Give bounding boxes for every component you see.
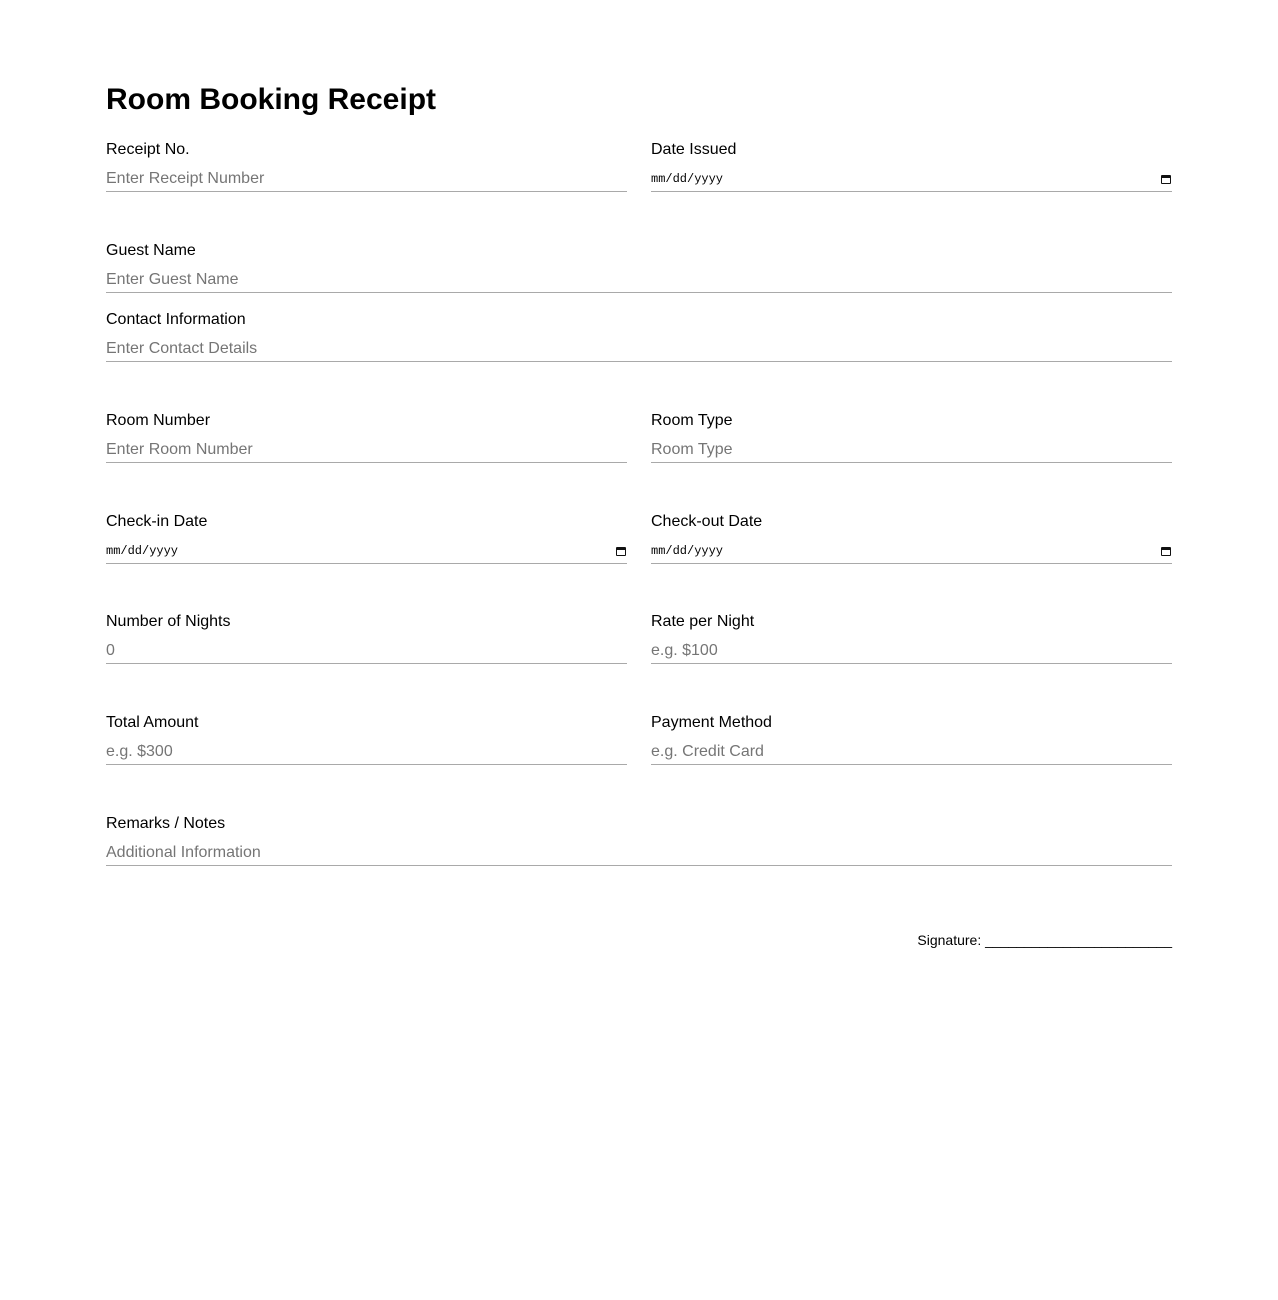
payment-input[interactable]: e.g. Credit Card (651, 740, 1172, 765)
row-dates (106, 513, 1172, 564)
row-total-payment (106, 714, 1172, 765)
room-type-input[interactable]: Room Type (651, 438, 1172, 463)
guest-name-label: Guest Name (106, 242, 196, 259)
date-issued-label: Date Issued (651, 141, 737, 158)
receipt-no-field (106, 141, 627, 192)
contact-input[interactable]: Enter Contact Details (106, 337, 1172, 362)
row-receipt (106, 141, 1172, 192)
rate-input[interactable]: e.g. $100 (651, 639, 1172, 664)
check-in-input[interactable] (106, 539, 627, 564)
rate-field (651, 613, 1172, 664)
date-issued-placeholder: mm/dd/yyyy (651, 172, 724, 186)
nights-input[interactable]: 0 (106, 639, 627, 664)
contact-label: Contact Information (106, 311, 246, 328)
check-in-label: Check-in Date (106, 513, 208, 530)
guest-name-input[interactable]: Enter Guest Name (106, 268, 1172, 293)
payment-field (651, 714, 1172, 765)
room-number-label: Room Number (106, 412, 211, 429)
row-remarks (106, 815, 1172, 866)
nights-field (106, 613, 627, 664)
receipt-form (106, 80, 1172, 948)
row-contact (106, 311, 1172, 362)
check-out-placeholder: mm/dd/yyyy (651, 544, 724, 558)
total-input[interactable]: e.g. $300 (106, 740, 627, 765)
row-guest (106, 242, 1172, 293)
payment-label: Payment Method (651, 714, 772, 731)
check-out-input[interactable] (651, 539, 1172, 564)
room-type-field (651, 412, 1172, 463)
nights-label: Number of Nights (106, 613, 231, 630)
remarks-field (106, 815, 1172, 866)
calendar-icon[interactable] (616, 547, 626, 556)
remarks-input[interactable]: Additional Information (106, 841, 1172, 866)
receipt-no-input[interactable]: Enter Receipt Number (106, 167, 627, 192)
total-label: Total Amount (106, 714, 199, 731)
signature-line: ________________________ (985, 932, 1172, 948)
guest-name-field (106, 242, 1172, 293)
room-type-label: Room Type (651, 412, 733, 429)
check-out-label: Check-out Date (651, 513, 763, 530)
signature-label: Signature: (917, 932, 982, 948)
row-nights-rate (106, 613, 1172, 664)
contact-field (106, 311, 1172, 362)
room-number-input[interactable]: Enter Room Number (106, 438, 627, 463)
signature-block (917, 931, 1172, 949)
calendar-icon[interactable] (1161, 547, 1171, 556)
page-title: Room Booking Receipt (106, 83, 437, 116)
date-issued-input[interactable] (651, 167, 1172, 192)
receipt-no-label: Receipt No. (106, 141, 190, 158)
rate-label: Rate per Night (651, 613, 755, 630)
room-number-field (106, 412, 627, 463)
calendar-icon[interactable] (1161, 175, 1171, 184)
check-in-field (106, 513, 627, 564)
remarks-label: Remarks / Notes (106, 815, 226, 832)
check-out-field (651, 513, 1172, 564)
row-room (106, 412, 1172, 463)
check-in-placeholder: mm/dd/yyyy (106, 544, 179, 558)
date-issued-field (651, 141, 1172, 192)
total-field (106, 714, 627, 765)
